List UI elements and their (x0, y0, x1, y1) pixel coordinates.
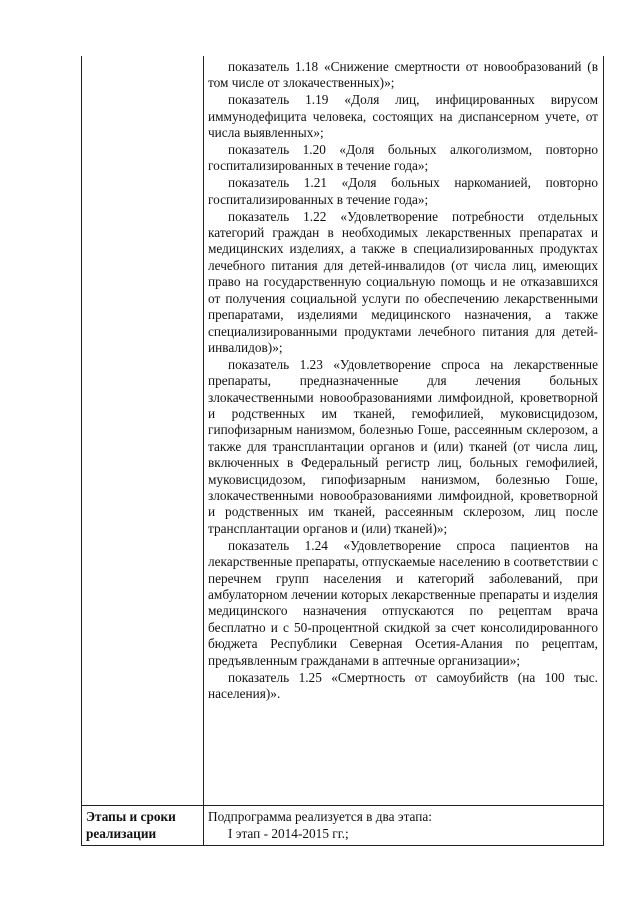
indicators-cell (208, 59, 598, 703)
indicator-1-19: показатель 1.19 «Доля лиц, инфицированных вирусом иммунодефицита человека, состоящих на диспансерном учете, от числа выявленных»; (208, 92, 598, 141)
indicator-1-23: показатель 1.23 «Удовлетворение спроса на лекарственные препараты, предназначенные для лечения больных злокачественными новообразованиями лимфоидной, кроветворной и родственных им тканей, гемофилией, муковисцидозом, гипофизарным нанизмом, болезнью Гоше, рассеянным склерозом, а также для трансплантации органов и (или) тканей (от числа лиц, включенных в Федеральный регистр лиц, больных гемофилией, муковисцидозом, гипофизарным нанизмом, болезнью Гоше, злокачественными новообразованиями лимфоидной, кроветворной и родственных им тканей, рассеянным склерозом, лиц после трансплантации органов и (или) тканей)»; (208, 356, 598, 536)
indicator-1-22: показатель 1.22 «Удовлетворение потребности отдельных категорий граждан в необходимых лекарственных препаратах и медицинских изделиях, а также в специализированных продуктах лечебного питания для детей-инвалидов (от числа лиц, имеющих право на государственную социальную помощь и не отказавшихся от получения социальной услуги по обеспечению лекарственными препаратами, изделиями медицинского назначения, а также специализированными продуктами лечебного питания для детей-инвалидов)»; (208, 208, 598, 355)
stages-cell (208, 808, 598, 842)
stages-intro: Подпрограмма реализуется в два этапа: (208, 809, 432, 824)
indicator-1-24: показатель 1.24 «Удовлетворение спроса пациентов на лекарственные препараты, отпускаемые населению в соответствии с перечнем групп населения и категорий заболеваний, при амбулаторном лечении которых лекарственные препараты и изделия медицинского назначения отпускаются по рецептам врача бесплатно и с 50-процентной скидкой за счет консолидированного бюджета Республики Северная Осетия-Алания по рецептам, предъявленным гражданами в аптечные организации»; (208, 537, 598, 668)
row-divider (82, 805, 603, 806)
indicator-1-18: показатель 1.18 «Снижение смертности от новообразований (в том числе от злокачественных)»; (208, 59, 598, 91)
stages-label: Этапы и сроки реализации (86, 809, 176, 841)
indicator-1-21: показатель 1.21 «Доля больных наркоманией, повторно госпитализированных в течение года»; (208, 175, 598, 207)
indicator-1-25: показатель 1.25 «Смертность от самоубийств (на 100 тыс. населения)». (208, 669, 598, 701)
program-table (81, 56, 604, 846)
stage-1: I этап - 2014-2015 гг.; (228, 826, 349, 841)
column-divider (203, 56, 204, 845)
indicator-1-20: показатель 1.20 «Доля больных алкоголизмом, повторно госпитализированных в течение года»; (208, 142, 598, 174)
